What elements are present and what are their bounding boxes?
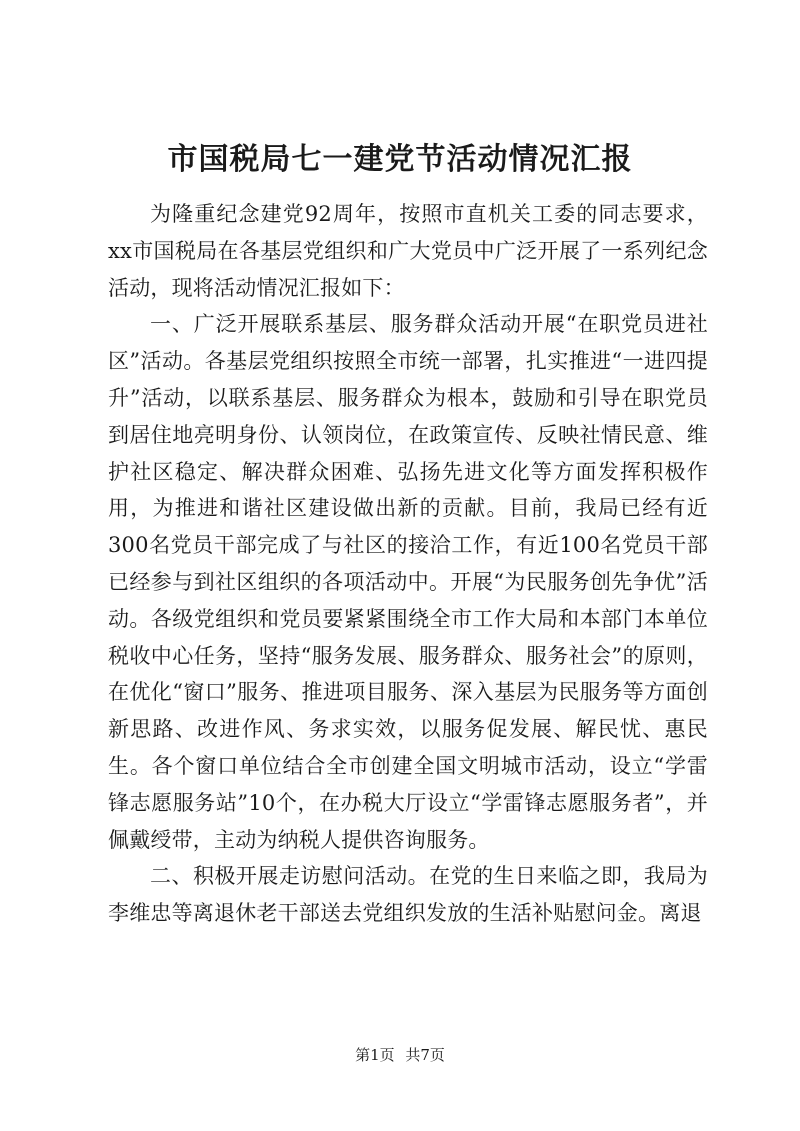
page-number: 第1页 <box>355 1046 395 1064</box>
paragraph-intro: 为隆重纪念建党92周年，按照市直机关工委的同志要求，xx市国税局在各基层党组织和广大党员中广泛开展了一系列纪念活动，现将活动情况汇报如下： <box>108 202 708 300</box>
document-title: 市国税局七一建党节活动情况汇报 <box>167 142 633 177</box>
paragraph-section-two: 二、积极开展走访慰问活动。在党的生日来临之即，我局为李维忠等离退休老干部送去党组织发放的生活补贴慰问金。离退 <box>108 864 708 926</box>
paragraph-section-one: 一、广泛开展联系基层、服务群众活动开展“在职党员进社区”活动。各基层党组织按照全市统一部署，扎实推进“一进四提升”活动，以联系基层、服务群众为根本，鼓励和引导在职党员到居住地亮明身份、认领岗位，在政策宣传、反映社情民意、维护社区稳定、解决群众困难、弘扬先进文化等方面发挥积极作用，为推进和谐社区建设做出新的贡献。目前，我局已经有近300名党员干部完成了与社区的接洽工作，有近100名党员干部已经参与到社区组织的各项活动中。开展“为民服务创先争优”活动。各级党组织和党员要紧紧围绕全市工作大局和本部门本单位税收中心任务，坚持“服务发展、服务群众、服务社会”的原则，在优化“窗口”服务、推进项目服务、深入基层为民服务等方面创新思路、改进作风、务求实效，以服务促发展、解民忧、惠民生。各个窗口单位结合全市创建全国文明城市活动，设立“学雷锋志愿服务站”10个，在办税大厅设立“学雷锋志愿服务者”，并佩戴绶带，主动为纳税人提供咨询服务。 <box>108 312 708 852</box>
page-total: 共7页 <box>405 1046 445 1064</box>
document-body <box>108 196 708 932</box>
page-footer <box>0 1045 800 1065</box>
